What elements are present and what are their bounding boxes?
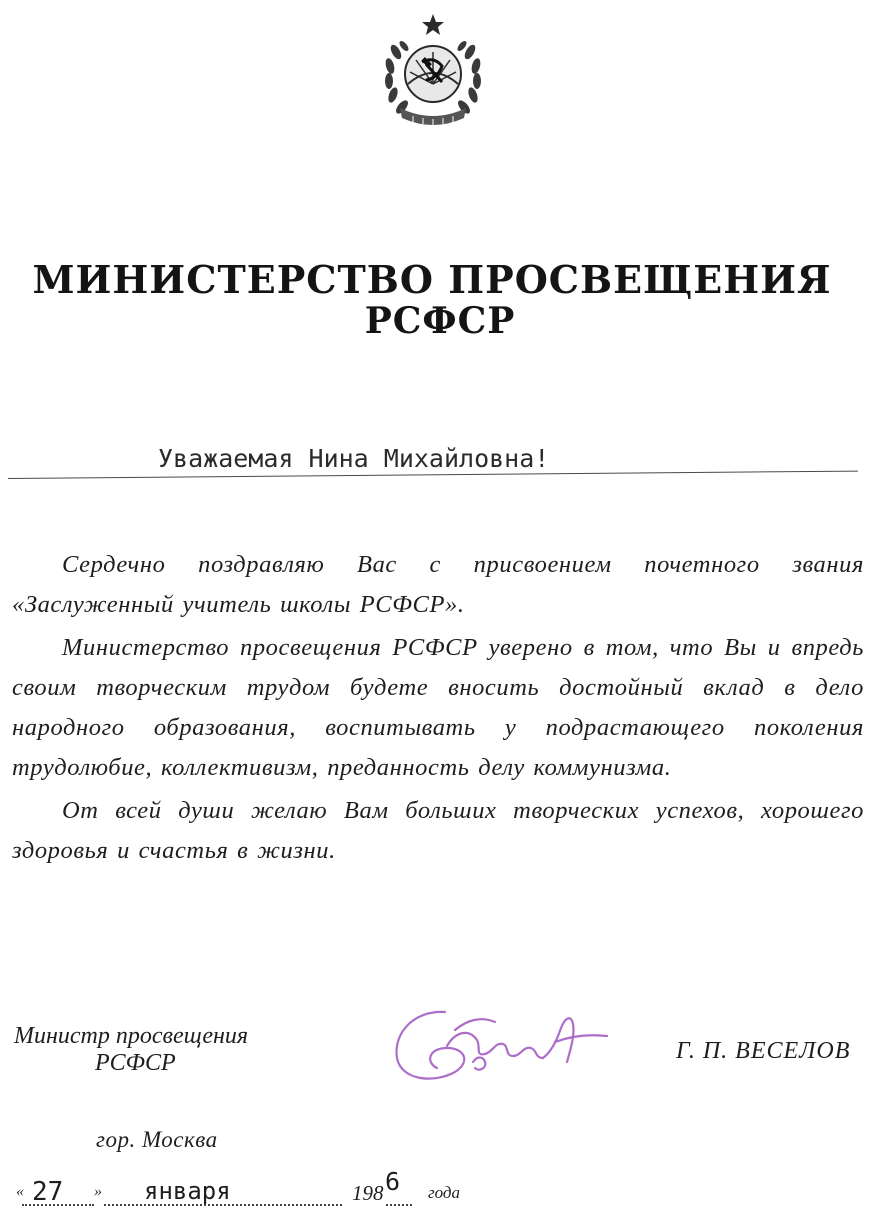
- salutation: Уважаемая Нина Михайловна!: [158, 444, 550, 473]
- paragraph-confidence: Министерство просвещения РСФСР уверено в том, что Вы и впредь своим творческим трудом будете вносить достойный вклад в дело народного образования, воспитывать у подрастающего поколения трудолюбие, коллективизм, преданность делу коммунизма.: [12, 634, 864, 781]
- date-open-quote: «: [16, 1183, 24, 1200]
- date-day: 27: [32, 1177, 64, 1207]
- date-year-prefix: 198: [352, 1181, 384, 1205]
- signatory-name: Г. П. ВЕСЕЛОВ: [676, 1038, 851, 1064]
- paragraph-congratulation: Сердечно поздравляю Вас с присвоением почетного звания «Заслуженный учитель школы РСФСР».: [12, 551, 864, 618]
- date-year-word: года: [428, 1183, 461, 1202]
- signatory-title-rsfsr: РСФСР: [95, 1050, 176, 1076]
- date-close-quote: »: [94, 1183, 102, 1200]
- rsfsr-emblem-icon: [378, 12, 488, 130]
- handwritten-signature-icon: [385, 992, 615, 1092]
- ministry-title: МИНИСТЕРСТВО ПРОСВЕЩЕНИЯ: [32, 257, 832, 302]
- paragraph-wishes: От всей души желаю Вам больших творческих успехов, хорошего здоровья и счастья в жизни.: [12, 797, 864, 864]
- date-year-digit: 6: [385, 1167, 401, 1196]
- year-dotted-line: [386, 1204, 412, 1206]
- letter-body: [12, 545, 864, 871]
- date-month: января: [144, 1177, 231, 1205]
- date-line: [16, 1167, 476, 1211]
- ministry-subtitle: РСФСР: [364, 300, 516, 342]
- signatory-title: Министр просвещения: [14, 1023, 249, 1049]
- city: гор. Москва: [96, 1127, 218, 1152]
